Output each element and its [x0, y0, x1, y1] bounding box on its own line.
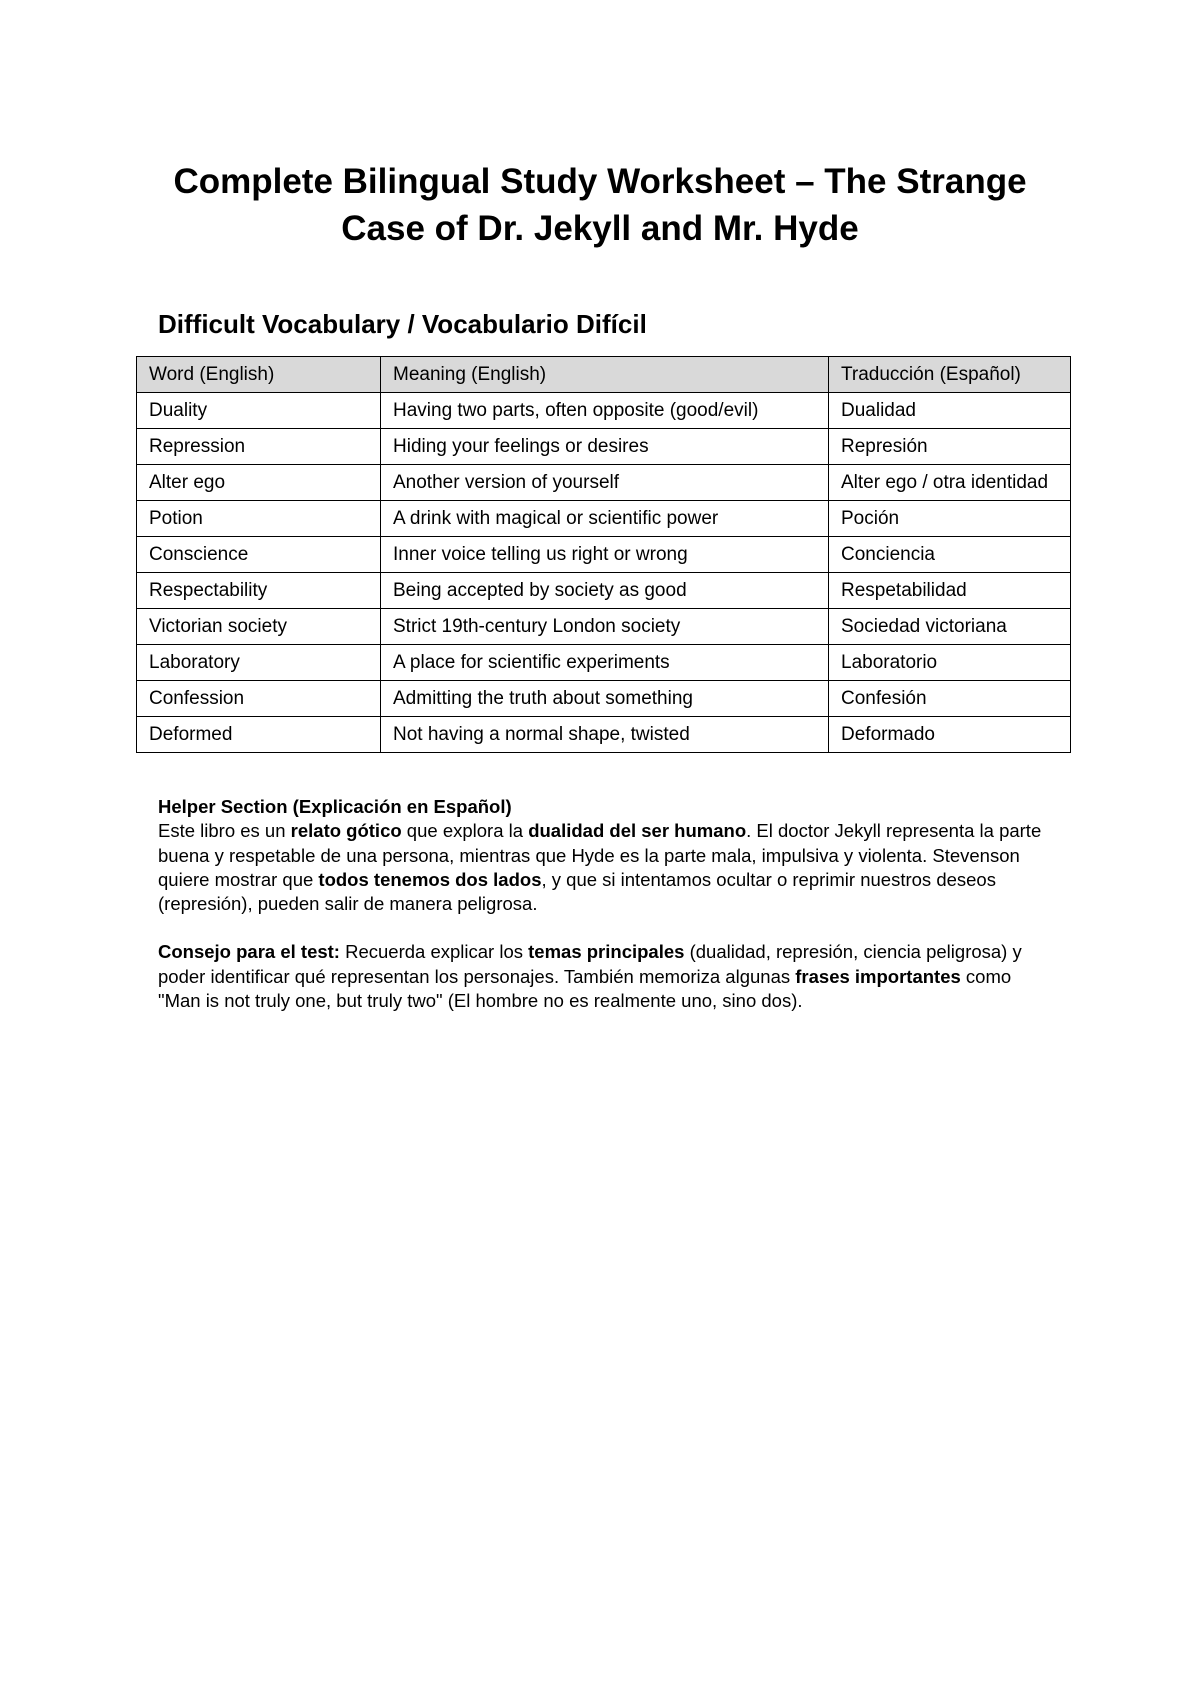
table-row [137, 645, 1071, 681]
cell-meaning: Another version of yourself [381, 465, 829, 501]
cell-word: Alter ego [137, 465, 381, 501]
table-row [137, 717, 1071, 753]
table-row [137, 609, 1071, 645]
cell-translation: Laboratorio [829, 645, 1071, 681]
table-row [137, 393, 1071, 429]
cell-translation: Deformado [829, 717, 1071, 753]
header-translation: Traducción (Español) [829, 357, 1071, 393]
helper-heading: Helper Section (Explicación en Español) [158, 796, 512, 817]
cell-word: Respectability [137, 573, 381, 609]
helper-paragraph: Este libro es un relato gótico que explora la dualidad del ser humano. El doctor Jekyll representa la parte buena y respetable de una persona, mientras que Hyde es la parte mala, impulsiva y violenta. Stevenson quiere mostrar que todos tenemos dos lados, y que si intentamos ocultar o reprimir nuestros deseos (represión), pueden salir de manera peligrosa. [158, 820, 1042, 915]
cell-meaning: Having two parts, often opposite (good/evil) [381, 393, 829, 429]
test-tip-paragraph: Consejo para el test: Recuerda explicar los temas principales (dualidad, represión, ciencia peligrosa) y poder identificar qué representan los personajes. También memoriza algunas frases importantes como "Man is not truly one, but truly two" (El hombre no es realmente uno, sino dos). [158, 941, 1022, 1012]
cell-translation: Dualidad [829, 393, 1071, 429]
table-row [137, 681, 1071, 717]
vocabulary-heading: Difficult Vocabulary / Vocabulario Difícil [158, 309, 647, 339]
cell-word: Confession [137, 681, 381, 717]
cell-meaning: A drink with magical or scientific power [381, 501, 829, 537]
table-row [137, 573, 1071, 609]
paragraph-spacer [158, 916, 1058, 940]
page-title [140, 158, 1060, 252]
cell-meaning: Hiding your feelings or desires [381, 429, 829, 465]
header-meaning: Meaning (English) [381, 357, 829, 393]
title-line-2: Case of Dr. Jekyll and Mr. Hyde [341, 209, 859, 248]
cell-meaning: A place for scientific experiments [381, 645, 829, 681]
cell-word: Deformed [137, 717, 381, 753]
cell-meaning: Inner voice telling us right or wrong [381, 537, 829, 573]
cell-meaning: Strict 19th-century London society [381, 609, 829, 645]
header-word: Word (English) [137, 357, 381, 393]
cell-word: Victorian society [137, 609, 381, 645]
cell-translation: Sociedad victoriana [829, 609, 1071, 645]
cell-word: Repression [137, 429, 381, 465]
title-line-1: Complete Bilingual Study Worksheet – The Strange [173, 162, 1027, 201]
cell-translation: Conciencia [829, 537, 1071, 573]
cell-translation: Represión [829, 429, 1071, 465]
cell-meaning: Admitting the truth about something [381, 681, 829, 717]
table-row [137, 501, 1071, 537]
table-row [137, 465, 1071, 501]
cell-meaning: Not having a normal shape, twisted [381, 717, 829, 753]
cell-translation: Poción [829, 501, 1071, 537]
table-row [137, 429, 1071, 465]
cell-word: Conscience [137, 537, 381, 573]
cell-word: Laboratory [137, 645, 381, 681]
cell-translation: Confesión [829, 681, 1071, 717]
cell-word: Duality [137, 393, 381, 429]
vocabulary-table [136, 356, 1071, 753]
cell-translation: Respetabilidad [829, 573, 1071, 609]
cell-word: Potion [137, 501, 381, 537]
cell-translation: Alter ego / otra identidad [829, 465, 1071, 501]
table-header-row [137, 357, 1071, 393]
table-row [137, 537, 1071, 573]
helper-section [158, 795, 1058, 1013]
cell-meaning: Being accepted by society as good [381, 573, 829, 609]
